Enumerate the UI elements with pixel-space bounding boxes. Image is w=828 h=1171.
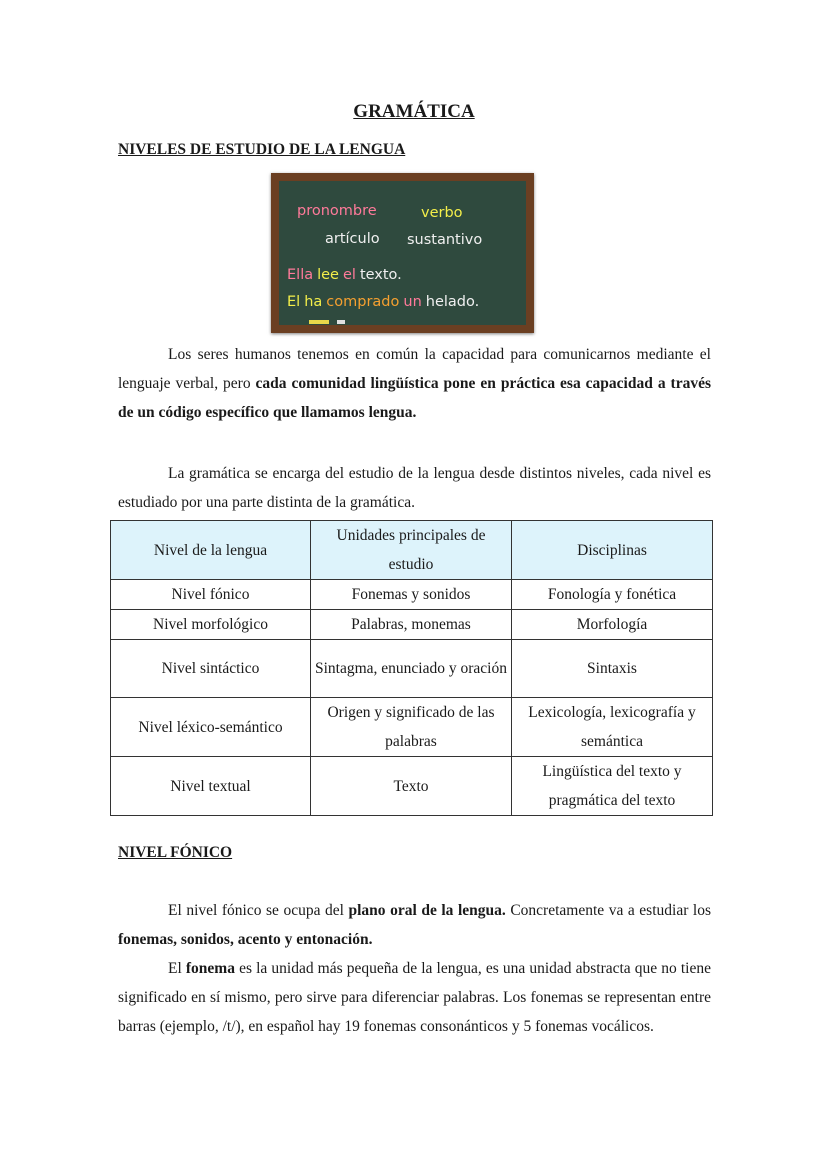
chalk-word: ha	[304, 294, 323, 310]
table-cell: Nivel morfológico	[111, 610, 311, 640]
table-cell: Fonemas y sonidos	[311, 580, 512, 610]
table-cell: Nivel léxico-semántico	[111, 698, 311, 757]
chalk-word: un	[403, 294, 422, 310]
levels-table	[110, 520, 713, 816]
chalk-word: comprado	[326, 294, 400, 310]
chalk-piece	[337, 320, 345, 324]
table-header-cell: Disciplinas	[512, 521, 713, 580]
chalk-word-sustantivo: sustantivo	[407, 232, 483, 248]
table-cell: Lingüística del texto y pragmática del texto	[512, 757, 713, 816]
chalk-word: helado.	[425, 294, 480, 310]
paragraph-text: Concretamente va a estudiar los	[505, 902, 711, 919]
table-row	[111, 610, 713, 640]
table-row	[111, 698, 713, 757]
chalkboard-surface	[279, 181, 526, 325]
table-row	[111, 757, 713, 816]
table-row	[111, 580, 713, 610]
table-row	[111, 640, 713, 698]
table-cell: Fonología y fonética	[512, 580, 713, 610]
chalk-word: Ella	[287, 267, 314, 283]
chalk-word: texto.	[359, 267, 402, 283]
paragraph-nivel-fonico	[118, 896, 711, 954]
chalk-sentence-1	[287, 267, 406, 283]
table-cell: Palabras, monemas	[311, 610, 512, 640]
chalk-word-verbo: verbo	[421, 205, 463, 221]
chalk-piece	[309, 320, 329, 324]
paragraph-gramatica: La gramática se encarga del estudio de la lengua desde distintos niveles, cada nivel es estudiado por una parte distinta de la gramática.	[118, 465, 711, 511]
section-heading-nivel-fonico: NIVEL FÓNICO	[118, 844, 233, 861]
table-cell: Nivel sintáctico	[111, 640, 311, 698]
page-title: GRAMÁTICA	[353, 101, 475, 122]
table-header-row	[111, 521, 713, 580]
paragraph-bold-text: fonema	[185, 960, 235, 977]
chalk-word: El	[287, 294, 301, 310]
chalkboard-image	[271, 173, 534, 333]
table-header-cell: Nivel de la lengua	[111, 521, 311, 580]
paragraph-text: Los seres humanos tenemos en común la capacidad para comunicarnos mediante el lenguaje verbal, pero	[118, 346, 711, 392]
paragraph-bold-text: fonemas, sonidos, acento y entonación.	[118, 931, 373, 948]
chalk-sentence-2	[287, 294, 483, 310]
table-cell: Nivel textual	[111, 757, 311, 816]
paragraph-text: El nivel fónico se ocupa del	[168, 902, 349, 919]
table-cell: Texto	[311, 757, 512, 816]
paragraph-text: El	[168, 960, 186, 977]
section-heading-niveles: NIVELES DE ESTUDIO DE LA LENGUA	[118, 141, 406, 158]
chalk-word-pronombre: pronombre	[297, 203, 377, 219]
paragraph-intro	[118, 340, 711, 427]
table-cell: Lexicología, lexicografía y semántica	[512, 698, 713, 757]
chalk-word: lee	[317, 267, 339, 283]
table-cell: Nivel fónico	[111, 580, 311, 610]
paragraph-text: es la unidad más pequeña de la lengua, es una unidad abstracta que no tiene significado en sí mismo, pero sirve para diferenciar palabras. Los fonemas se representan entre barras (ejemplo, /t/), en español hay 19 fonemas consonánticos y 5 fonemas vocálicos.	[118, 960, 712, 1035]
table-cell: Sintagma, enunciado y oración	[311, 640, 512, 698]
table-header-cell: Unidades principales de estudio	[311, 521, 512, 580]
paragraph-bold-text: cada comunidad lingüística pone en práctica esa capacidad a través de un código específico que llamamos lengua.	[118, 375, 711, 421]
paragraph-bold-text: plano oral de la lengua.	[348, 902, 506, 919]
chalk-word: el	[342, 267, 356, 283]
table-cell: Sintaxis	[512, 640, 713, 698]
paragraph-fonema	[118, 954, 711, 1041]
chalk-word-articulo: artículo	[325, 231, 380, 247]
table-cell: Origen y significado de las palabras	[311, 698, 512, 757]
table-cell: Morfología	[512, 610, 713, 640]
